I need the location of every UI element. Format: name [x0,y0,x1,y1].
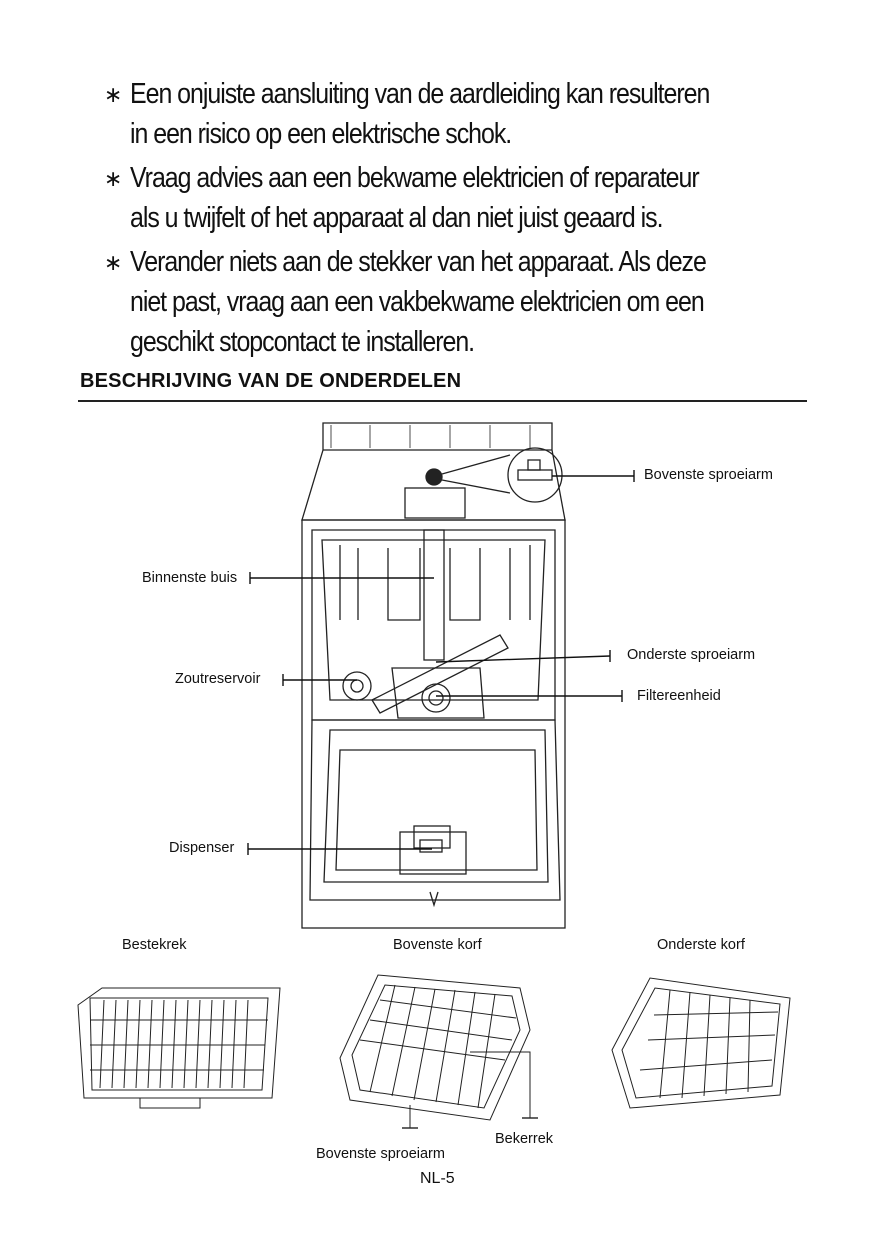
label-inner-pipe: Binnenste buis [142,570,238,586]
salt-reservoir [343,672,371,700]
dishwasher-cabinet [302,520,565,928]
label-upper-basket: Bovenste korf [393,937,482,953]
label-upper-spray-arm: Bovenste sproeiarm [644,467,773,483]
warning-text: Vraag advies aan een bekwame elektricien of reparateur als u twijfelt of het apparaat al dan niet juist geaard is. [129,162,699,234]
cutlery-rack [78,988,280,1108]
filter-unit [422,684,450,712]
warning-text: Een onjuiste aansluiting van de aardleiding kan resulteren in een risico op een elektrische schok. [129,78,709,150]
section-title: BESCHRIJVING VAN DE ONDERDELEN [80,370,462,392]
label-dispenser: Dispenser [169,840,235,856]
label-cutlery-rack: Bestekrek [122,937,187,953]
warning-text: Verander niets aan de stekker van het apparaat. Als deze niet past, vraag aan een vakbekwame elektricien om een geschikt stopcontact te installeren. [129,246,706,358]
bullet-asterisk-icon: ∗ [104,83,123,108]
label-lower-spray-arm: Onderste sproeiarm [627,647,756,663]
label-salt-reservoir: Zoutreservoir [175,671,261,687]
upper-spray-arm-dot [426,469,442,485]
lower-basket [612,978,790,1108]
label-lower-basket: Onderste korf [657,937,745,953]
upper-spray-arm-detail [508,448,562,502]
dishwasher-door [310,720,560,900]
label-basket-spray-arm: Bovenste sproeiarm [316,1146,445,1162]
dispenser [400,832,466,874]
bullet-asterisk-icon: ∗ [104,167,123,192]
bullet-asterisk-icon: ∗ [104,251,123,276]
upper-basket [340,975,538,1128]
inner-pipe [424,530,444,660]
page-number: NL-5 [420,1170,455,1187]
label-filter-unit: Filtereenheid [637,688,721,704]
label-cup-shelf: Bekerrek [495,1131,554,1147]
